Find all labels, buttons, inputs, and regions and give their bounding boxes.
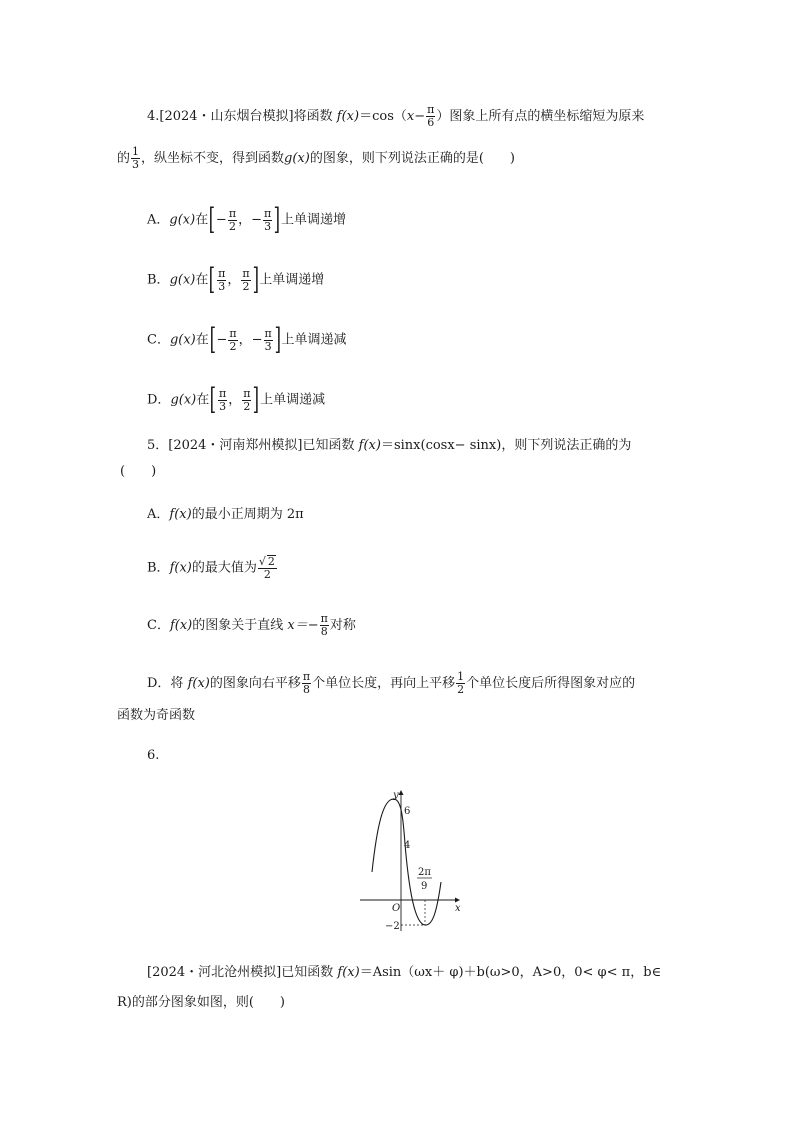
frac: $\frac{\pi}{2}$ xyxy=(228,206,237,233)
q4-source: [2024・山东烟台模拟] xyxy=(159,109,294,124)
option-fx: f(x) xyxy=(169,560,192,576)
option-text: 的图象关于直线 xyxy=(192,618,284,633)
q5-paren: ( ) xyxy=(120,464,157,479)
q4-line2-end: 的图象，则下列说法正确的是( ) xyxy=(309,151,515,166)
option-fx: f(x) xyxy=(169,618,193,633)
option-gx: g(x) xyxy=(169,212,196,228)
comma: ， xyxy=(238,332,252,348)
frac: $\frac{\pi}{2}$ xyxy=(243,386,251,413)
option-label: D． xyxy=(147,392,171,408)
frac-den-9: 9 xyxy=(421,881,428,892)
left-bracket: [ xyxy=(209,262,216,297)
q6-source: [2024・河北沧州模拟] xyxy=(147,965,282,980)
option-label: A． xyxy=(147,507,170,522)
frac: $\frac{\pi}{3}$ xyxy=(264,326,272,353)
y-axis-arrow xyxy=(399,790,404,795)
q5-option-d-line2 xyxy=(117,706,195,726)
q4-line2 xyxy=(117,146,515,171)
option-zai: 在 xyxy=(195,212,209,228)
frac: $\frac{\pi}{2}$ xyxy=(242,266,250,293)
left-bracket: [ xyxy=(208,202,216,237)
option-text: 个单位长度后所得图象对应的 xyxy=(466,676,636,691)
option-zai: 在 xyxy=(195,272,209,288)
frac: $\frac{\pi}{3}$ xyxy=(218,386,227,413)
q4-frac-pi-6: $\frac{\pi}{6}$ xyxy=(427,103,435,129)
q4-line1 xyxy=(147,104,644,129)
comma: ， xyxy=(227,272,241,288)
option-text: 个单位长度，再向上平移 xyxy=(312,676,456,691)
x-axis-arrow xyxy=(455,898,460,903)
option-fx: f(x) xyxy=(169,507,192,522)
q4-tail1: 图象上所有点的横坐标缩短为原来 xyxy=(449,109,645,124)
q4-option-c xyxy=(147,322,347,357)
option-label: B． xyxy=(147,560,170,576)
sign: − xyxy=(251,212,262,228)
sign: − xyxy=(216,332,228,348)
q6-line1 xyxy=(147,963,661,983)
option-zai: 在 xyxy=(196,392,210,408)
q4-line2-mid: ，纵坐标不变，得到函数 xyxy=(141,151,285,166)
option-label: B． xyxy=(147,272,170,288)
frac: $\frac{\pi}{2}$ xyxy=(229,326,237,353)
q5-source: [2024・河南郑州模拟] xyxy=(168,438,303,453)
option-label: D．将 xyxy=(147,676,184,691)
tick-neg2: −2 xyxy=(385,921,400,932)
right-bracket: ] xyxy=(252,262,259,297)
q5-option-a xyxy=(147,505,304,525)
tick-6: 6 xyxy=(404,806,411,817)
frac-pi-8: $\frac{\pi}{8}$ xyxy=(320,612,328,638)
q4-eq: ＝cos（ xyxy=(359,109,407,124)
q4-line2-start: 的 xyxy=(117,151,131,166)
q5-fx: f(x) xyxy=(358,438,381,453)
q4-frac-1-3: $\frac{1}{3}$ xyxy=(132,145,140,171)
q4-lead: 将函数 xyxy=(293,109,333,124)
q6-lead: 已知函数 xyxy=(281,965,334,980)
q4-option-d xyxy=(147,382,326,417)
q4-number: 4. xyxy=(147,109,160,124)
q4-x-minus: x− xyxy=(406,109,426,124)
option-fx: f(x) xyxy=(187,676,210,691)
frac-pi-8: $\frac{\pi}{8}$ xyxy=(302,670,311,696)
option-label: C． xyxy=(147,332,170,348)
option-text: 上单调递减 xyxy=(281,332,347,348)
q5-number: 5． xyxy=(147,438,169,453)
comma: ， xyxy=(228,392,242,408)
option-label: A． xyxy=(147,212,170,228)
option-text: 的最小正周期为 2π xyxy=(191,507,304,522)
q6-fx: f(x) xyxy=(337,965,360,980)
right-bracket: ] xyxy=(273,202,281,237)
frac-sqrt2-2: $\frac{√ 2}{2}$ xyxy=(258,555,275,581)
option-label: C． xyxy=(147,618,170,633)
q4-close: ） xyxy=(436,109,450,124)
q6-line2-text: R)的部分图象如图，则( ) xyxy=(117,995,286,1010)
tick-4: 4 xyxy=(404,840,411,851)
frac: $\frac{\pi}{3}$ xyxy=(218,266,226,293)
q6-line2 xyxy=(117,993,285,1013)
q4-fx: f(x) xyxy=(336,109,360,124)
option-gx: g(x) xyxy=(169,272,196,288)
q4-option-b xyxy=(147,262,325,297)
option-text: 的最大值为 xyxy=(191,560,257,576)
y-axis-label: y xyxy=(393,790,399,801)
comma: ， xyxy=(238,212,252,228)
x-axis-label: x xyxy=(455,903,461,914)
frac-num-2pi: 2π xyxy=(418,867,431,878)
q4-option-a xyxy=(147,202,346,237)
option-text: 上单调递减 xyxy=(260,392,326,408)
sign: − xyxy=(215,212,227,228)
option-gx: g(x) xyxy=(169,332,196,348)
option-text: 上单调递增 xyxy=(280,212,346,228)
option-zai: 在 xyxy=(195,332,209,348)
frac-1-2: $\frac{1}{2}$ xyxy=(457,670,465,696)
q5-eq: ＝sinx(cosx− sinx)，则下列说法正确的为 xyxy=(380,438,632,453)
right-bracket: ] xyxy=(274,322,281,357)
option-text: 的图象向右平移 xyxy=(209,676,301,691)
right-bracket: ] xyxy=(253,382,260,417)
q6-number xyxy=(147,746,159,766)
sign: − xyxy=(251,332,263,348)
option-gx: g(x) xyxy=(170,392,197,408)
q5-option-b xyxy=(147,555,278,581)
function-graph xyxy=(355,786,465,936)
left-bracket: [ xyxy=(209,322,216,357)
sine-curve xyxy=(372,799,441,925)
left-bracket: [ xyxy=(209,382,217,417)
option-tail: 对称 xyxy=(329,618,356,633)
option-text: 上单调递增 xyxy=(259,272,325,288)
frac: $\frac{\pi}{3}$ xyxy=(263,206,272,233)
q6-number-text: 6. xyxy=(147,748,160,763)
x-eq: x＝− xyxy=(287,618,319,633)
q5-option-d xyxy=(147,671,635,696)
q5-line1 xyxy=(147,436,631,456)
q5-line2 xyxy=(120,462,156,482)
q5-option-c xyxy=(147,613,356,638)
q4-gx: g(x) xyxy=(284,151,310,166)
option-text: 函数为奇函数 xyxy=(117,708,196,723)
origin-label: O xyxy=(392,903,401,914)
q5-lead: 已知函数 xyxy=(302,438,355,453)
q6-eq: ＝Asin（ωx＋ φ)＋b(ω>0，A>0，0< φ< π，b∈ xyxy=(359,965,662,980)
